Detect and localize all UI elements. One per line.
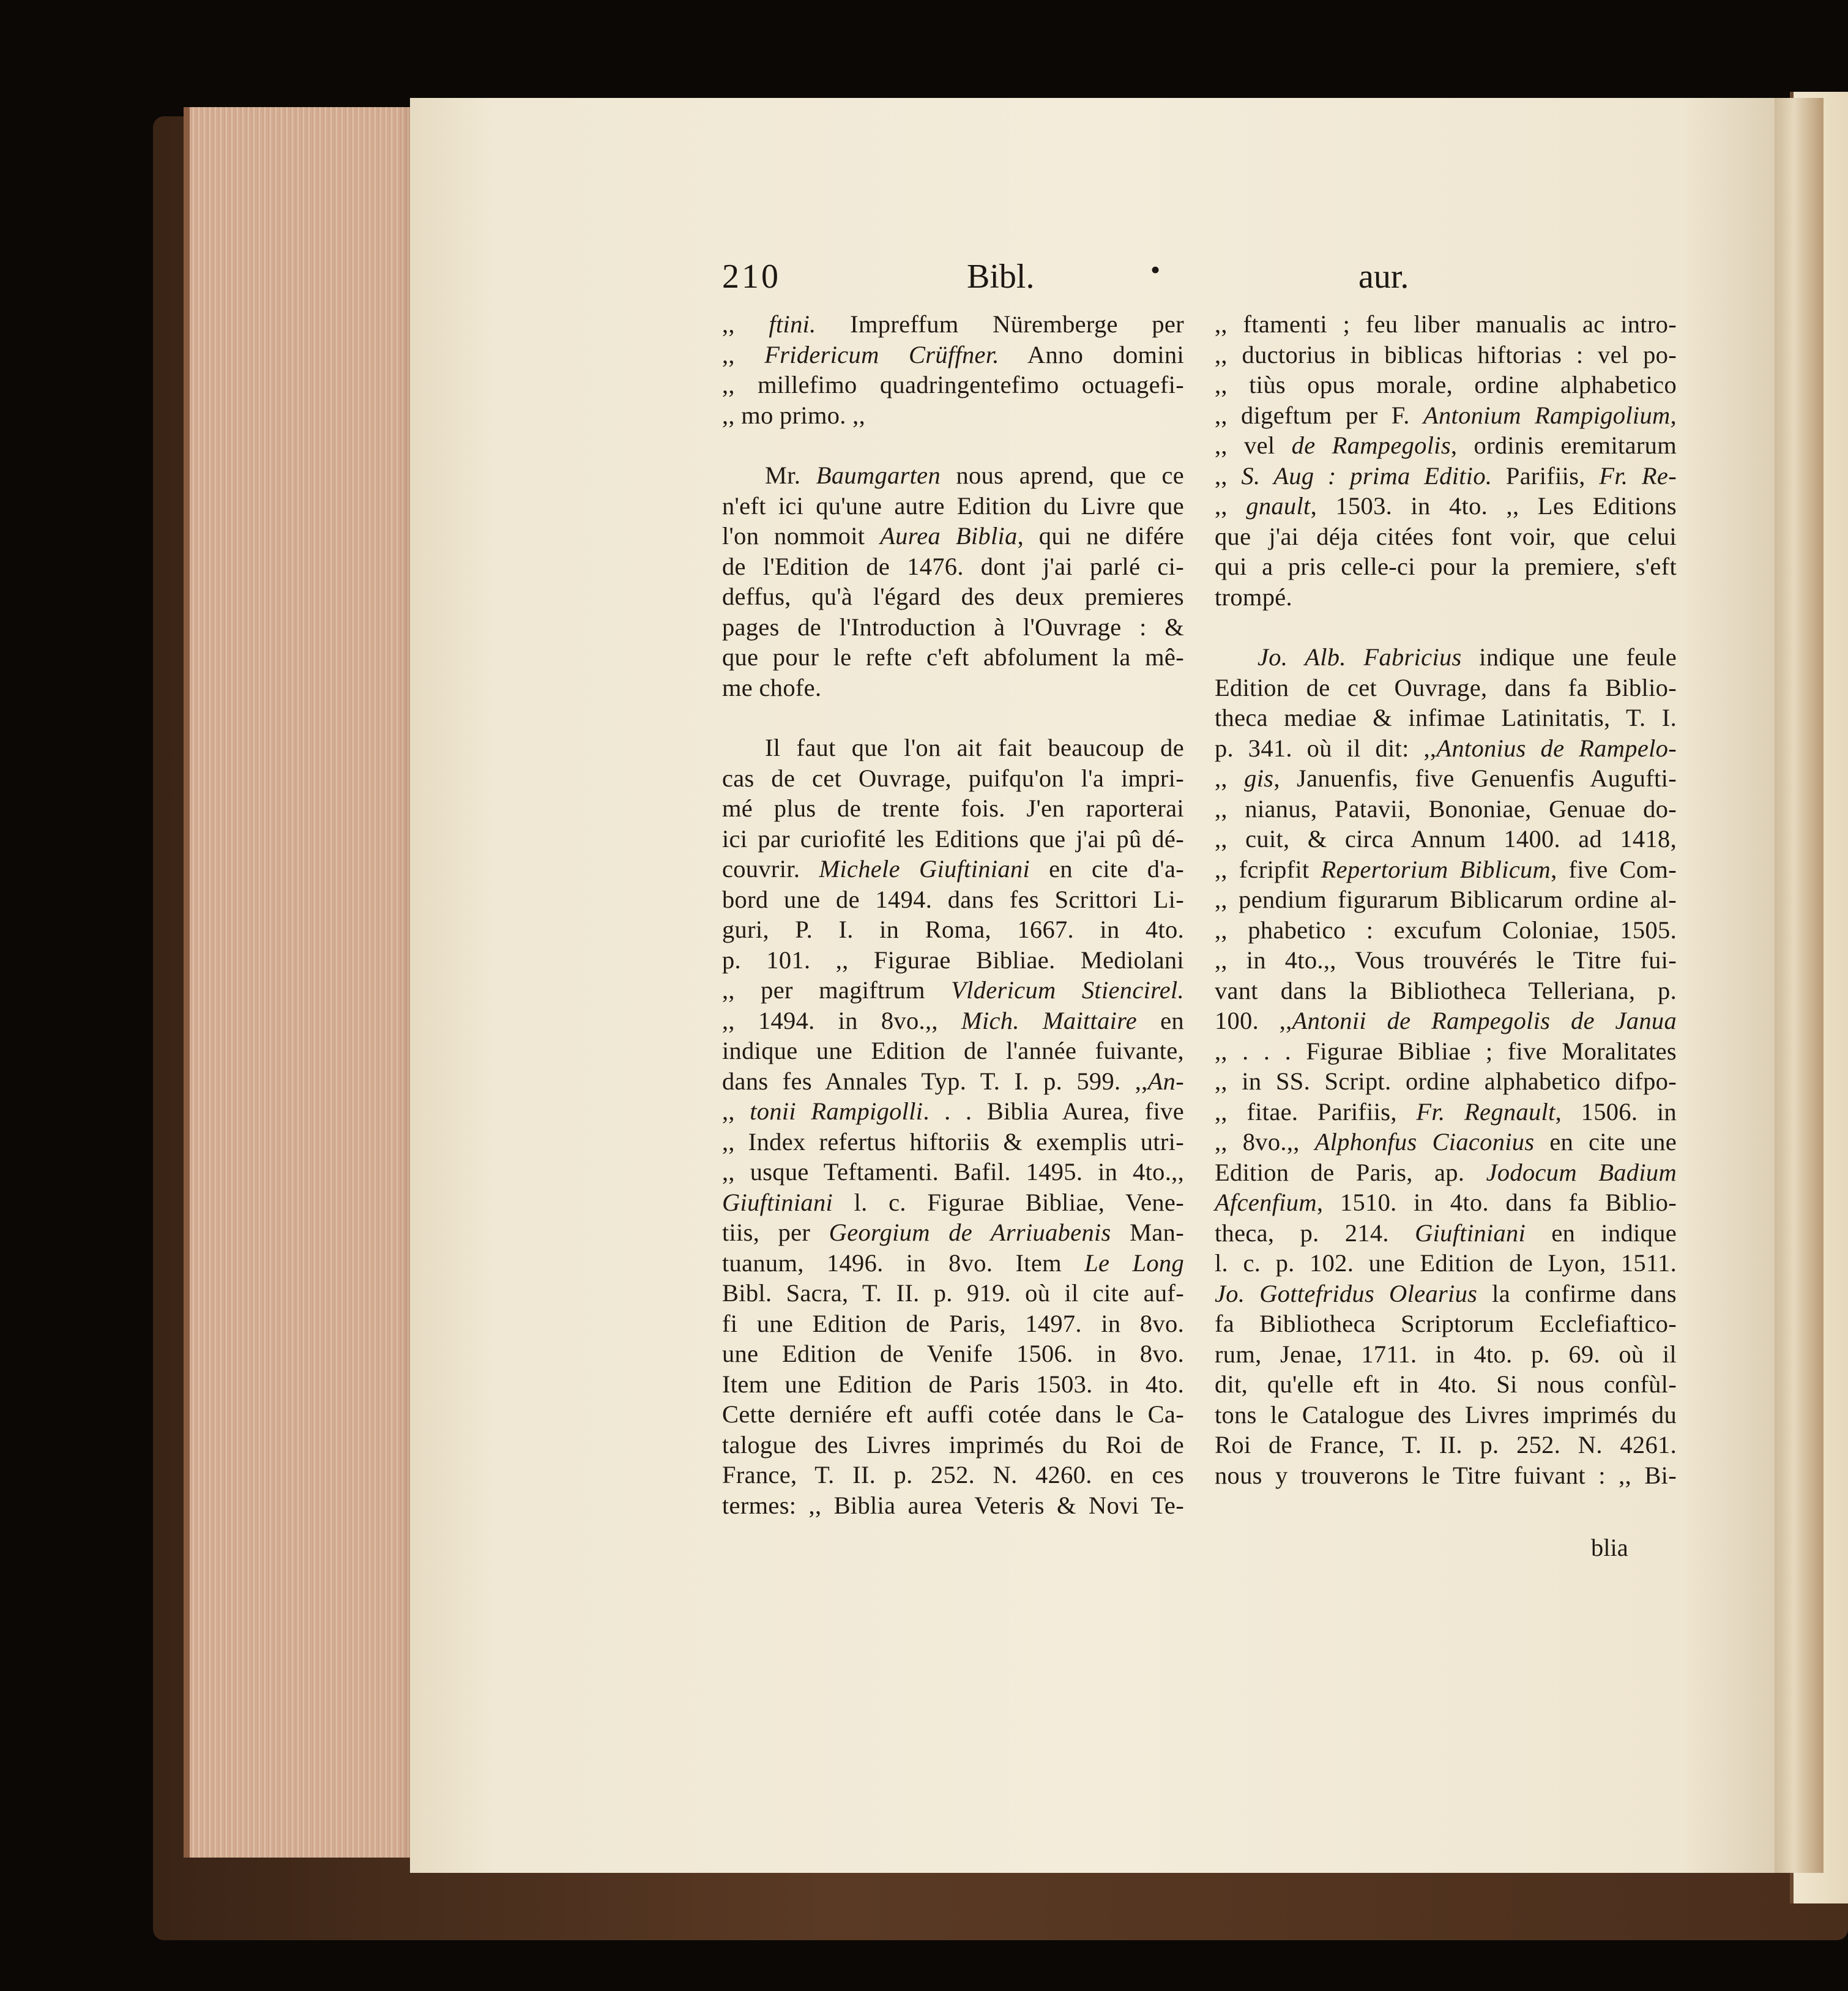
text-line	[722, 521, 1184, 551]
text-run: ,, per magiftrum	[722, 976, 952, 1004]
text-run: , 1506. in	[1555, 1097, 1677, 1126]
italic-run: Antonium Rampigolium,	[1423, 401, 1677, 429]
italic-run: Georgium de Arriuabenis	[829, 1219, 1111, 1246]
italic-run: Michele Giuftiniani	[819, 855, 1030, 883]
text-run: ,,	[1215, 764, 1245, 792]
text-line	[722, 733, 1184, 763]
text-run: ,, pendium figurarum Biblicarum ordine al-	[1215, 886, 1677, 913]
text-run: , ordinis eremitarum	[1450, 431, 1677, 459]
text-run: . . . Biblia Aurea, five	[923, 1097, 1184, 1125]
text-run: en cite une	[1534, 1128, 1677, 1156]
text-line	[1215, 1097, 1677, 1127]
italic-run: gis	[1244, 764, 1274, 792]
text-run: Edition de Paris, ap.	[1215, 1158, 1486, 1186]
text-run: ,,	[722, 340, 765, 368]
text-run: termes: ,, Biblia aurea Veteris & Novi Te-	[722, 1491, 1184, 1519]
text-line	[1215, 309, 1677, 340]
text-run: Parifiis,	[1492, 461, 1600, 490]
text-line	[722, 1127, 1184, 1157]
italic-run: Le Long	[1084, 1249, 1184, 1277]
text-run: p. 341. où il dit: ,,	[1215, 734, 1437, 762]
text-line	[722, 642, 1184, 673]
text-run: tiis, per	[722, 1219, 829, 1246]
text-run: ici par curiofité les Editions que j'ai pû dé-	[722, 824, 1184, 853]
text-line	[722, 400, 1184, 431]
text-run: bord une de 1494. dans fes Scrittori Li-	[722, 885, 1184, 913]
italic-run: Fr. Regnault	[1416, 1097, 1556, 1126]
text-line	[722, 824, 1184, 854]
text-run: 100. ,,	[1215, 1007, 1292, 1034]
text-line	[722, 793, 1184, 824]
text-line	[1215, 673, 1677, 703]
text-run: nous aprend, que ce	[941, 461, 1184, 489]
text-run: theca, p. 214.	[1215, 1219, 1415, 1247]
text-line	[1215, 794, 1677, 824]
text-line	[722, 340, 1184, 370]
text-run: ,, usque Teftamenti. Bafil. 1495. in 4to.,,	[722, 1158, 1184, 1186]
italic-run: Repertorium Biblicum	[1321, 855, 1551, 883]
text-line	[1215, 763, 1677, 794]
text-line	[1215, 915, 1677, 946]
text-run: Edition de cet Ouvrage, dans fa Biblio-	[1215, 673, 1677, 701]
text-run: en cite d'a-	[1030, 855, 1185, 883]
italic-run: Jo. Alb. Fabricius	[1257, 643, 1462, 671]
italic-run: Jodocum Badium	[1486, 1158, 1677, 1186]
text-run: ,, phabetico : excufum Coloniae, 1505.	[1215, 916, 1677, 944]
right-text-column	[1215, 309, 1677, 1490]
text-line	[722, 1460, 1184, 1490]
text-line	[1215, 1248, 1677, 1279]
italic-run: Alphonfus Ciaconius	[1314, 1128, 1535, 1156]
text-run: l. c. Figurae Bibliae, Vene-	[833, 1188, 1184, 1216]
text-run: Mr.	[765, 461, 816, 489]
text-run: ,, vel	[1215, 431, 1292, 459]
text-run: rum, Jenae, 1711. in 4to. p. 69. où il	[1215, 1340, 1677, 1368]
text-run: ,, ductorius in biblicas hiftorias : vel po-	[1215, 340, 1677, 368]
text-run: une Edition de Venife 1506. in 8vo.	[722, 1340, 1184, 1367]
text-run: de l'Edition de 1476. dont j'ai parlé ci-	[722, 552, 1184, 580]
text-line	[1215, 400, 1677, 431]
text-line	[1215, 1460, 1677, 1491]
text-line	[1215, 884, 1677, 915]
text-run: Anno domini	[999, 340, 1184, 368]
text-run: indique une Edition de l'année fuivante,	[722, 1037, 1184, 1064]
text-line	[1215, 1218, 1677, 1249]
text-line	[722, 854, 1184, 884]
text-run: France, T. II. p. 252. N. 4260. en ces	[722, 1461, 1184, 1489]
text-line	[722, 975, 1184, 1006]
italic-run: Aurea Biblia	[880, 522, 1018, 550]
text-line	[1215, 582, 1677, 613]
text-line	[1215, 703, 1677, 733]
text-run: qui a pris celle-ci pour la premiere, s'eft	[1215, 553, 1677, 580]
text-run: fa Bibliotheca Scriptorum Ecclefiaftico-	[1215, 1310, 1677, 1337]
text-run: ,, 8vo.,,	[1215, 1128, 1315, 1156]
text-run: dans fes Annales Typ. T. I. p. 599. ,,	[722, 1067, 1148, 1095]
page-block-edges	[184, 107, 422, 1858]
text-run: ,, cuit, & circa Annum 1400. ad 1418,	[1215, 825, 1677, 853]
text-line	[1215, 976, 1677, 1006]
page-header	[722, 245, 1677, 300]
text-line	[722, 1278, 1184, 1309]
text-line	[1215, 1157, 1677, 1188]
text-line	[722, 673, 1184, 703]
text-run: couvrir.	[722, 855, 819, 883]
text-run: tuanum, 1496. in 8vo. Item	[722, 1249, 1085, 1277]
text-run: , 1510. in 4to. dans fa Biblio-	[1316, 1189, 1677, 1216]
text-run: trompé.	[1215, 583, 1292, 611]
text-line	[722, 1096, 1184, 1127]
italic-run: Giuftiniani	[1415, 1219, 1526, 1247]
text-line	[722, 1430, 1184, 1460]
text-run: ,,	[1215, 492, 1246, 520]
text-line	[1215, 1127, 1677, 1157]
text-run: ,,	[722, 1097, 750, 1125]
text-run: n'eft ici qu'une autre Edition du Livre que	[722, 491, 1184, 520]
text-line	[722, 945, 1184, 976]
text-run: ,,	[722, 310, 769, 338]
text-run: , five Com-	[1551, 855, 1677, 883]
text-line	[1215, 1400, 1677, 1430]
text-run: ,, in SS. Script. ordine alphabetico difpo-	[1215, 1067, 1677, 1095]
text-line	[722, 1217, 1184, 1248]
text-line	[722, 491, 1184, 521]
text-run: ,,	[1215, 461, 1242, 490]
text-line	[1215, 1187, 1677, 1218]
italic-run: Mich. Maittaire	[961, 1006, 1138, 1034]
text-run: p. 101. ,, Figurae Bibliae. Mediolani	[722, 946, 1184, 974]
text-run: que pour le refte c'eft abfolument la mê-	[722, 643, 1184, 671]
text-run: vant dans la Bibliotheca Telleriana, p.	[1215, 976, 1677, 1004]
italic-run: Antonii de Rampegolis de Janua	[1292, 1007, 1677, 1034]
text-run: ,, tiùs opus morale, ordine alphabetico	[1215, 371, 1677, 398]
text-line	[1215, 1036, 1677, 1067]
text-line	[1215, 945, 1677, 976]
left-text-column	[722, 309, 1184, 1520]
text-line	[722, 581, 1184, 612]
text-line	[722, 460, 1184, 491]
text-line	[1215, 521, 1677, 552]
text-run: l'on nommoit	[722, 522, 881, 550]
text-run: me chofe.	[722, 673, 822, 701]
text-run: , Januenfis, five Genuenfis Augufti-	[1273, 764, 1677, 792]
text-line	[722, 1339, 1184, 1369]
italic-run: gnault	[1246, 492, 1311, 520]
text-run: ,, ftamenti ; feu liber manualis ac intro-	[1215, 310, 1677, 338]
italic-run: Antonius de Rampelo-	[1436, 734, 1677, 762]
italic-run: Afcenfium	[1215, 1189, 1317, 1216]
italic-run: tonii Rampigolli	[750, 1097, 923, 1125]
text-line	[722, 1157, 1184, 1187]
text-line	[722, 1006, 1184, 1036]
text-line	[1215, 1309, 1677, 1339]
text-run: que j'ai déja citées font voir, que celui	[1215, 522, 1677, 550]
text-run: deffus, qu'à l'égard des deux premieres	[722, 583, 1184, 610]
text-run: ,, millefimo quadringentefimo octuagefi-	[722, 371, 1184, 398]
text-run: dit, qu'elle eft in 4to. Si nous confùl-	[1215, 1370, 1677, 1398]
text-line	[722, 612, 1184, 643]
text-run: Item une Edition de Paris 1503. in 4to.	[722, 1370, 1184, 1398]
text-run: Bibl. Sacra, T. II. p. 919. où il cite auf-	[722, 1279, 1184, 1307]
text-run: tons le Catalogue des Livres imprimés du	[1215, 1400, 1677, 1429]
text-run: guri, P. I. in Roma, 1667. in 4to.	[722, 916, 1184, 943]
text-line	[1215, 854, 1677, 885]
italic-run: Vldericum Stiencirel.	[951, 976, 1184, 1004]
text-run: l. c. p. 102. une Edition de Lyon, 1511.	[1215, 1249, 1677, 1277]
text-run: pages de l'Introduction à l'Ouvrage : &	[722, 613, 1184, 641]
catchword: blia	[1591, 1534, 1628, 1561]
text-run: ,, . . . Figurae Bibliae ; five Moralitates	[1215, 1037, 1677, 1065]
text-line	[722, 1490, 1184, 1521]
text-line	[722, 309, 1184, 340]
page-number: 210	[722, 258, 781, 296]
text-line	[1215, 370, 1677, 400]
italic-run: ftini.	[769, 310, 816, 338]
text-line	[722, 370, 1184, 400]
text-run: ,, digeftum per F.	[1215, 401, 1423, 429]
running-head-left: Bibl.	[967, 258, 1035, 296]
italic-run: Fr. Re-	[1599, 461, 1677, 490]
italic-run: S. Aug : prima Editio.	[1241, 461, 1492, 490]
text-line	[1215, 461, 1677, 491]
text-line	[1215, 1279, 1677, 1309]
text-line	[722, 551, 1184, 582]
text-line	[1215, 1339, 1677, 1370]
text-run: fi une Edition de Paris, 1497. in 8vo.	[722, 1309, 1184, 1337]
text-run: ,, fitae. Parifiis,	[1215, 1097, 1417, 1126]
text-line	[722, 1187, 1184, 1218]
text-run: Il faut que l'on ait fait beaucoup de	[765, 734, 1184, 761]
text-run: ,, nianus, Patavii, Bononiae, Genuae do-	[1215, 794, 1677, 823]
text-run: talogue des Livres imprimés du Roi de	[722, 1430, 1184, 1459]
text-line	[1215, 551, 1677, 582]
text-line	[1215, 642, 1677, 673]
text-run: , 1503. in 4to. ,, Les Editions	[1310, 492, 1677, 520]
text-run: ,, fcripfit	[1215, 855, 1321, 883]
italic-run: Giuftiniani	[722, 1188, 833, 1216]
text-run: ,, 1494. in 8vo.,,	[722, 1006, 961, 1034]
text-line	[722, 1399, 1184, 1430]
text-line	[1215, 491, 1677, 521]
italic-run: Fridericum Crüffner.	[764, 340, 999, 368]
text-line	[1215, 733, 1677, 764]
text-run: ,, in 4to.,, Vous trouvérés le Titre fui-	[1215, 946, 1677, 974]
text-line	[722, 914, 1184, 945]
text-line	[1215, 430, 1677, 461]
text-run: nous y trouverons le Titre fuivant : ,, Bi-	[1215, 1461, 1677, 1489]
text-line	[1215, 1430, 1677, 1460]
text-line	[1215, 340, 1677, 370]
text-run: Impreffum Nüremberge per	[816, 310, 1184, 338]
text-run: Man-	[1111, 1219, 1184, 1246]
text-line	[1215, 1066, 1677, 1097]
text-line	[1215, 1006, 1677, 1036]
text-line	[722, 1248, 1184, 1279]
text-run: theca mediae & infimae Latinitatis, T. I.	[1215, 704, 1677, 731]
text-line	[1215, 1369, 1677, 1400]
text-run: la confirme dans	[1477, 1279, 1677, 1307]
text-line	[722, 1036, 1184, 1066]
text-run: cas de cet Ouvrage, puifqu'on l'a impri-	[722, 764, 1184, 792]
text-run: Cette derniére eft auffi cotée dans le Ca-	[722, 1400, 1184, 1428]
text-run: en indique	[1526, 1219, 1677, 1247]
text-line	[722, 884, 1184, 915]
italic-run: An-	[1147, 1067, 1184, 1095]
text-line	[722, 763, 1184, 794]
italic-run: Baumgarten	[816, 461, 941, 489]
text-line	[1215, 824, 1677, 854]
text-line	[722, 1066, 1184, 1097]
running-head-right: aur.	[1358, 258, 1409, 296]
text-run: mé plus de trente fois. J'en raporterai	[722, 794, 1184, 822]
text-line	[722, 1369, 1184, 1400]
text-run: en	[1137, 1006, 1184, 1034]
text-run: indique une feule	[1461, 643, 1677, 671]
header-ornament: •	[1150, 254, 1161, 285]
text-line	[722, 1309, 1184, 1339]
text-run: Roi de France, T. II. p. 252. N. 4261.	[1215, 1431, 1677, 1459]
text-run: ,, Index refertus hiftoriis & exemplis utri-	[722, 1127, 1184, 1156]
italic-run: Jo. Gottefridus Olearius	[1215, 1279, 1478, 1307]
page-gutter-shadow	[1775, 98, 1824, 1873]
text-run: ,, mo primo. ,,	[722, 401, 865, 429]
text-run: , qui ne difére	[1017, 522, 1184, 550]
italic-run: de Rampegolis	[1291, 431, 1451, 459]
